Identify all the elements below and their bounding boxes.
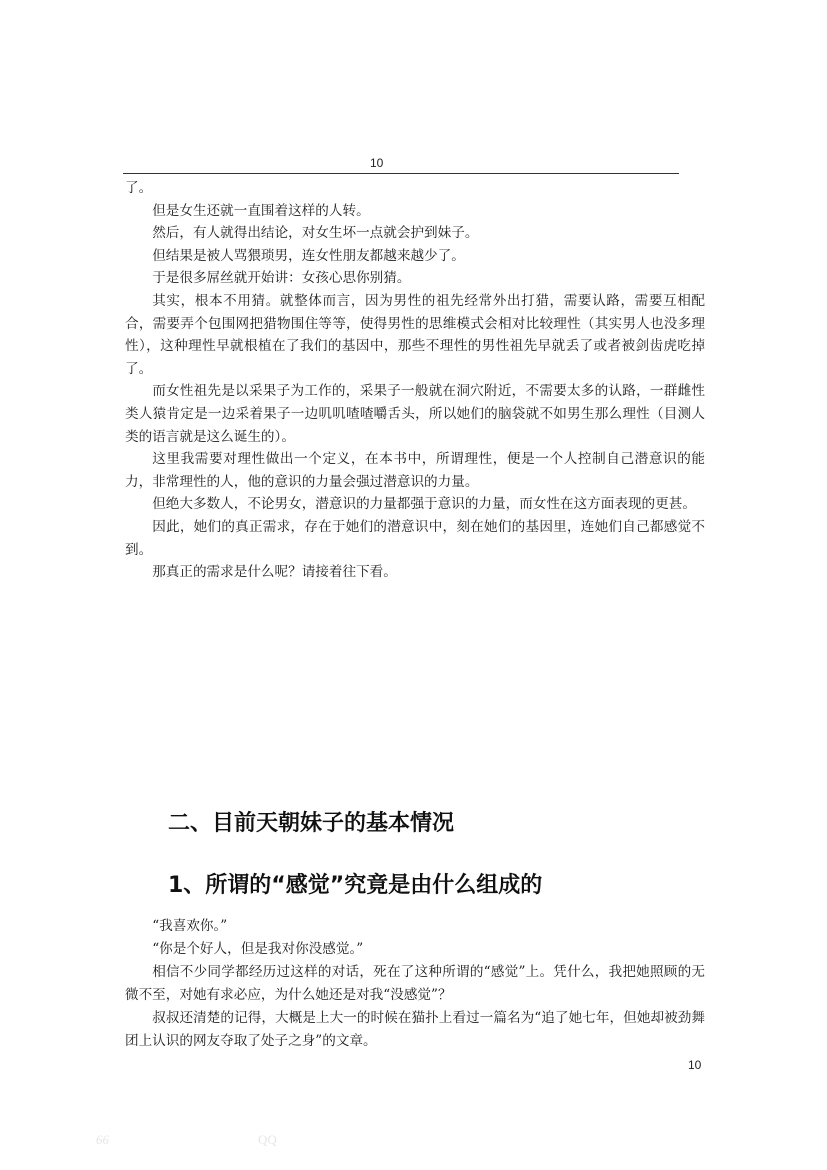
paragraph: 那真正的需求是什么呢？请接着往下看。 xyxy=(152,564,397,581)
chapter-heading: 二、目前天朝妹子的基本情况 xyxy=(168,811,455,836)
watermark-left: 66 xyxy=(96,1132,109,1147)
paragraph: 然后，有人就得出结论，对女生坏一点就会护到妹子。 xyxy=(152,225,479,242)
paragraph: 因此，她们的真正需求，存在于她们的潜意识中，刻在她们的基因里，连她们自己都感觉不到。 xyxy=(125,518,705,558)
footer-page-number: 10 xyxy=(688,1058,702,1072)
paragraph: 了。 xyxy=(125,180,153,196)
paragraph: 叔叔还清楚的记得，大概是上大一的时候在猫扑上看过一篇名为“追了她七年，但她却被劲舞团上认识的网友夺取了处子之身”的文章。 xyxy=(125,1010,705,1049)
header-divider xyxy=(123,173,679,174)
paragraph: 于是很多屌丝就开始讲：女孩心思你别猜。 xyxy=(152,270,411,287)
paragraph: 这里我需要对理性做出一个定义，在本书中，所谓理性，便是一个人控制自己潜意识的能力，非常理性的人，他的意识的力量会强过潜意识的力量。 xyxy=(125,451,705,490)
paragraph: 其实，根本不用猜。就整体而言，因为男性的祖先经常外出打猎，需要认路，需要互相配合，需要弄个包围网把猎物围住等等，使得男性的思维模式会相对比较理性（其实男人也没多理性），这种理性早就根植在了我们的基因中，那些不理性的男性祖先早就丢了或者被剑齿虎吃掉了。 xyxy=(125,292,705,377)
paragraph: 而女性祖先是以采果子为工作的，采果子一般就在洞穴附近，不需要太多的认路，一群雌性类人猿肯定是一边采着果子一边叽叽喳喳嚼舌头，所以她们的脑袋就不如男生那么理性（目测人类的语言就是这么诞生的）。 xyxy=(125,383,705,445)
paragraph: “我喜欢你。” xyxy=(152,918,228,934)
section-subheading: 1、所谓的“感觉”究竟是由什么组成的 xyxy=(168,873,543,898)
watermark-right: QQ xyxy=(258,1132,277,1147)
paragraph: 但绝大多数人，不论男女，潜意识的力量都强于意识的力量，而女性在这方面表现的更甚。 xyxy=(152,496,696,513)
paragraph: 但结果是被人骂猥琐男，连女性朋友都越来越少了。 xyxy=(152,247,465,264)
paragraph: “你是个好人，但是我对你没感觉。” xyxy=(152,941,364,957)
header-page-number: 10 xyxy=(370,156,384,170)
paragraph: 但是女生还就一直围着这样的人转。 xyxy=(152,202,370,219)
paragraph: 相信不少同学都经历过这样的对话，死在了这种所谓的“感觉”上。凭什么，我把她照顾的无微不至，对她有求必应，为什么她还是对我“没感觉”？ xyxy=(125,964,705,1003)
body-section-1 xyxy=(125,177,705,584)
body-section-2 xyxy=(125,915,705,1053)
